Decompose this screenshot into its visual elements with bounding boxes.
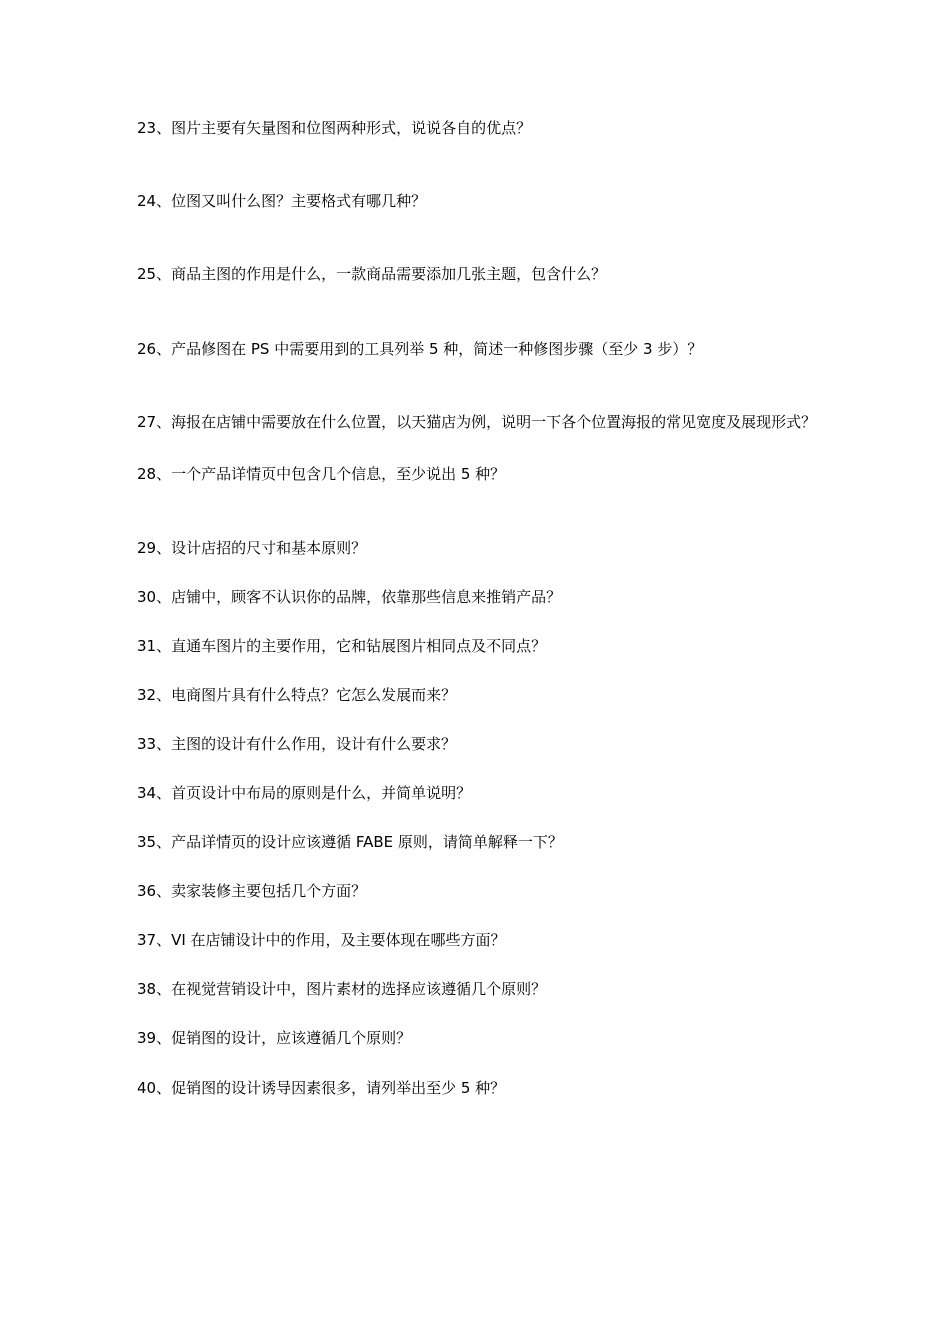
question-27: 27、海报在店铺中需要放在什么位置，以天猫店为例，说明一下各个位置海报的常见宽度及展现形式？ xyxy=(137,413,817,431)
question-37: 37、VI 在店铺设计中的作用，及主要体现在哪些方面？ xyxy=(137,931,506,949)
question-38: 38、在视觉营销设计中，图片素材的选择应该遵循几个原则？ xyxy=(137,980,547,998)
question-25: 25、商品主图的作用是什么，一款商品需要添加几张主题，包含什么？ xyxy=(137,265,607,283)
question-33: 33、主图的设计有什么作用，设计有什么要求？ xyxy=(137,735,457,753)
question-26: 26、产品修图在 PS 中需要用到的工具列举 5 种，简述一种修图步骤（至少 3 步）？ xyxy=(137,340,703,358)
question-32: 32、电商图片具有什么特点？它怎么发展而来？ xyxy=(137,686,457,704)
question-31: 31、直通车图片的主要作用，它和钻展图片相同点及不同点？ xyxy=(137,637,547,655)
question-23: 23、图片主要有矢量图和位图两种形式，说说各自的优点？ xyxy=(137,119,532,137)
question-36: 36、卖家装修主要包括几个方面？ xyxy=(137,882,367,900)
question-35: 35、产品详情页的设计应该遵循 FABE 原则，请简单解释一下？ xyxy=(137,833,563,851)
question-29: 29、设计店招的尺寸和基本原则？ xyxy=(137,539,367,557)
question-34: 34、首页设计中布局的原则是什么，并简单说明？ xyxy=(137,784,472,802)
question-24: 24、位图又叫什么图？主要格式有哪几种？ xyxy=(137,192,427,210)
question-39: 39、促销图的设计，应该遵循几个原则？ xyxy=(137,1029,412,1047)
question-30: 30、店铺中，顾客不认识你的品牌，依靠那些信息来推销产品？ xyxy=(137,588,562,606)
question-40: 40、促销图的设计诱导因素很多，请列举出至少 5 种？ xyxy=(137,1079,506,1097)
question-28: 28、一个产品详情页中包含几个信息，至少说出 5 种？ xyxy=(137,465,506,483)
